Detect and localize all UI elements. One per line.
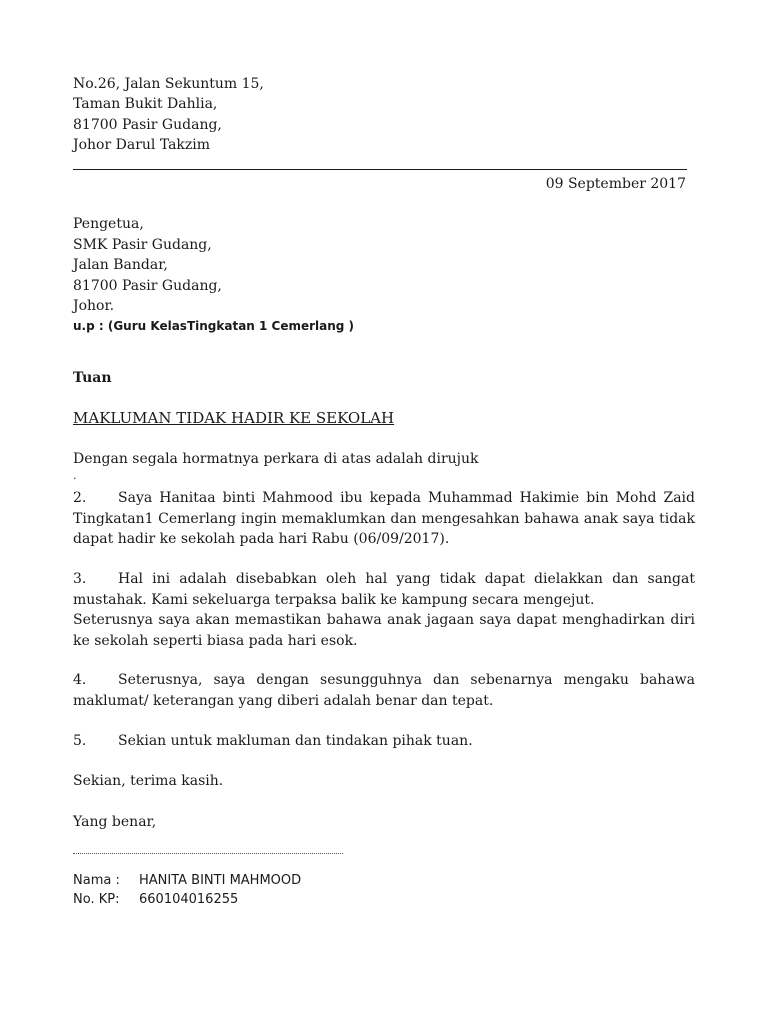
paragraph-2 [73,488,695,550]
sender-address-line-1: No.26, Jalan Sekuntum 15, [73,76,264,92]
paragraph-text: Sekian untuk makluman dan tindakan pihak tuan. [118,733,473,749]
name-value: HANITA BINTI MAHMOOD [139,873,302,888]
paragraph-text: Hal ini adalah disebabkan oleh hal yang tidak dapat dielakkan dan sangat mustahak. Kami sekeluarga terpaksa balik ke kampung secara mengejut. [73,571,695,608]
sender-address-line-4: Johor Darul Takzim [73,137,211,153]
opening-line: Dengan segala hormatnya perkara di atas adalah dirujuk [73,451,479,467]
id-value: 660104016255 [139,892,239,907]
signoff-line: Yang benar, [73,814,157,830]
paragraph-text: Seterusnya saya akan memastikan bahawa anak jagaan saya dapat menghadirkan diri ke sekolah seperti biasa pada hari esok. [73,612,695,649]
opening-dot: . [73,469,77,482]
recipient-line-1: Pengetua, [73,216,144,232]
sender-address-line-2: Taman Bukit Dahlia, [73,96,218,112]
paragraph-number: 3. [73,571,87,587]
paragraph-3 [73,569,695,610]
signature-name-row [73,871,301,891]
letter-date: 09 September 2017 [545,176,686,192]
signature-id-row [73,890,238,910]
recipient-line-2: SMK Pasir Gudang, [73,237,212,253]
paragraph-5 [73,731,695,752]
recipient-line-3: Jalan Bandar, [73,257,168,273]
recipient-line-4: 81700 Pasir Gudang, [73,278,222,294]
paragraph-text: Seterusnya, saya dengan sesungguhnya dan sebenarnya mengaku bahawa maklumat/ keterangan yang diberi adalah benar dan tepat. [73,672,695,709]
closing-line: Sekian, terima kasih. [73,773,224,789]
paragraph-number: 5. [73,733,87,749]
paragraph-number: 4. [73,672,87,688]
subject-heading: MAKLUMAN TIDAK HADIR KE SEKOLAH [73,409,395,427]
name-label: Nama : [73,873,120,888]
sender-address-line-3: 81700 Pasir Gudang, [73,117,222,133]
paragraph-number: 2. [73,490,87,506]
attention-line: u.p : (Guru KelasTingkatan 1 Cemerlang ) [73,319,355,333]
paragraph-4 [73,670,695,711]
paragraph-text: Saya Hanitaa binti Mahmood ibu kepada Muhammad Hakimie bin Mohd Zaid Tingkatan1 Cemerlang ingin memaklumkan dan mengesahkan bahawa anak saya tidak dapat hadir ke sekolah pada hari Rabu (06/09/2017). [73,490,695,547]
signature-line [73,853,343,854]
header-divider [73,169,687,170]
paragraph-3-continuation [73,610,695,651]
id-label: No. KP: [73,892,120,907]
recipient-line-5: Johor. [73,298,115,314]
salutation: Tuan [73,370,112,386]
